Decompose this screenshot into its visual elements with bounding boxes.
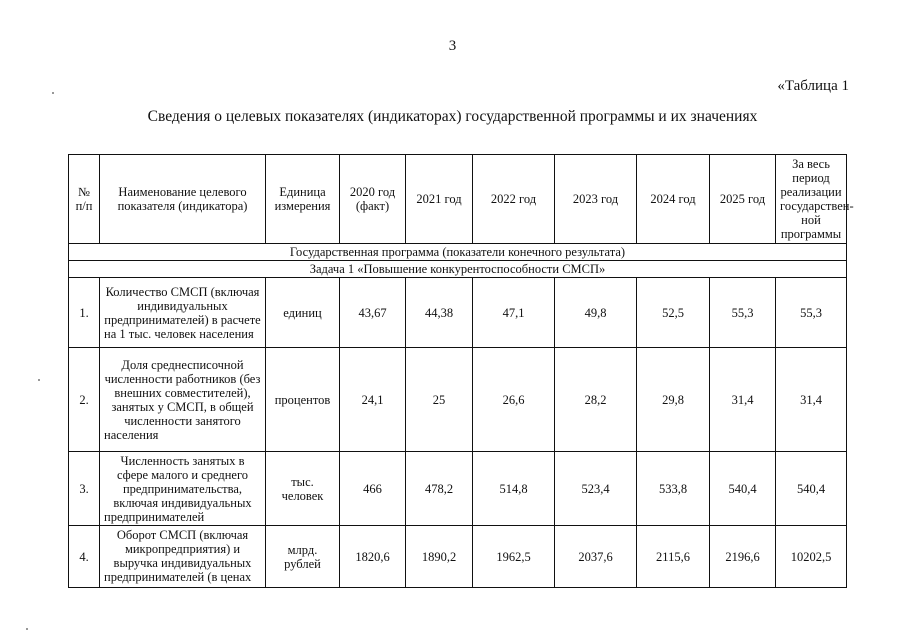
value-2024: 52,5 xyxy=(637,278,710,348)
row-number: 3. xyxy=(69,452,100,526)
value-2022: 514,8 xyxy=(473,452,555,526)
value-2022: 1962,5 xyxy=(473,526,555,588)
section-task-1: Задача 1 «Повышение конкурентоспособности СМСП» xyxy=(69,261,847,278)
value-total: 31,4 xyxy=(776,348,847,452)
table-row xyxy=(69,278,847,348)
value-2020: 466 xyxy=(340,452,406,526)
indicator-name: Количество СМСП (включая индивидуальных предпринимателей) в расчете на 1 тыс. человек населения xyxy=(100,278,266,348)
value-2021: 1890,2 xyxy=(406,526,473,588)
value-2023: 2037,6 xyxy=(555,526,637,588)
row-number: 2. xyxy=(69,348,100,452)
value-2025: 2196,6 xyxy=(710,526,776,588)
header-2020: 2020 год (факт) xyxy=(340,155,406,244)
value-total: 10202,5 xyxy=(776,526,847,588)
indicators-table xyxy=(68,154,854,588)
page-number: 3 xyxy=(448,38,457,54)
section-row xyxy=(69,261,847,278)
value-2022: 26,6 xyxy=(473,348,555,452)
header-total: За весь период реализации государствен-ной программы xyxy=(776,155,847,244)
table-row xyxy=(69,452,847,526)
header-2022: 2022 год xyxy=(473,155,555,244)
header-2024: 2024 год xyxy=(637,155,710,244)
value-2023: 523,4 xyxy=(555,452,637,526)
indicator-name: Численность занятых в сфере малого и среднего предпринимательства, включая индивидуальных предпринимателей xyxy=(100,452,266,526)
row-number: 4. xyxy=(69,526,100,588)
document-title: Сведения о целевых показателях (индикаторах) государственной программы и их значениях xyxy=(147,108,758,125)
table-reference: «Таблица 1 xyxy=(777,78,849,94)
indicator-name xyxy=(100,526,266,588)
scan-speck xyxy=(26,628,28,630)
value-2025: 55,3 xyxy=(710,278,776,348)
unit-cell: единиц xyxy=(266,278,340,348)
value-2021: 25 xyxy=(406,348,473,452)
value-2020: 43,67 xyxy=(340,278,406,348)
table-row xyxy=(69,348,847,452)
value-2023: 49,8 xyxy=(555,278,637,348)
header-2023: 2023 год xyxy=(555,155,637,244)
unit-cell: тыс. человек xyxy=(266,452,340,526)
value-2024: 533,8 xyxy=(637,452,710,526)
value-2022: 47,1 xyxy=(473,278,555,348)
indicator-name-text: Оборот СМСП (включая микропредприятия) и выручка индивидуальных предпринимателей (в ценах xyxy=(104,527,252,584)
row-number: 1. xyxy=(69,278,100,348)
value-total: 540,4 xyxy=(776,452,847,526)
value-total: 55,3 xyxy=(776,278,847,348)
value-2024: 29,8 xyxy=(637,348,710,452)
unit-cell: процентов xyxy=(266,348,340,452)
value-2025: 540,4 xyxy=(710,452,776,526)
table-row xyxy=(69,526,847,588)
value-2020: 1820,6 xyxy=(340,526,406,588)
header-name: Наименование целевого показателя (индикатора) xyxy=(100,155,266,244)
value-2021: 44,38 xyxy=(406,278,473,348)
table-header-row xyxy=(69,155,847,244)
section-program: Государственная программа (показатели конечного результата) xyxy=(69,244,847,261)
value-2024: 2115,6 xyxy=(637,526,710,588)
header-2025: 2025 год xyxy=(710,155,776,244)
header-2021: 2021 год xyxy=(406,155,473,244)
value-2025: 31,4 xyxy=(710,348,776,452)
unit-cell: млрд. рублей xyxy=(266,526,340,588)
value-2023: 28,2 xyxy=(555,348,637,452)
header-num: № п/п xyxy=(69,155,100,244)
section-row xyxy=(69,244,847,261)
header-unit: Единица измерения xyxy=(266,155,340,244)
scan-speck xyxy=(52,92,54,94)
indicator-name: Доля среднесписочной численности работников (без внешних совместителей), занятых у СМСП, в общей численности занятого населения xyxy=(100,348,266,452)
scan-speck xyxy=(38,379,40,381)
value-2021: 478,2 xyxy=(406,452,473,526)
value-2020: 24,1 xyxy=(340,348,406,452)
